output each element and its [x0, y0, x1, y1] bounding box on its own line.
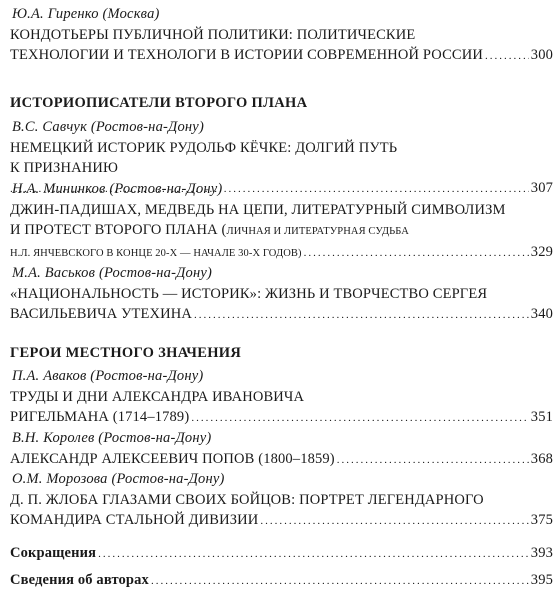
- entry-title: Сокращения: [10, 545, 97, 561]
- page-number: 340: [530, 306, 553, 322]
- entry-title: Сведения об авторах: [10, 572, 149, 588]
- entry-title: ТЕХНОЛОГИИ И ТЕХНОЛОГИ В ИСТОРИИ СОВРЕМЕННОЙ РОССИИ: [10, 47, 483, 63]
- page-number: 395: [530, 572, 553, 588]
- author-name: В.Н. Королев (Ростов-на-Дону): [12, 430, 212, 446]
- dot-leader: [337, 450, 529, 470]
- page-number: 300: [530, 47, 553, 63]
- toc-entry-morozova[interactable]: [10, 470, 553, 531]
- toc-entry-korolev[interactable]: [10, 429, 553, 470]
- entry-title-line: [10, 45, 553, 66]
- section-heading-local-heroes: ГЕРОИ МЕСТНОГО ЗНАЧЕНИЯ: [10, 345, 242, 361]
- author-name: В.С. Савчук (Ростов-на-Дону): [12, 119, 204, 135]
- author-name: П.А. Аваков (Ростов-на-Дону): [12, 368, 204, 384]
- dot-leader: [191, 408, 528, 428]
- author-name: О.М. Морозова (Ростов-на-Дону): [12, 471, 225, 487]
- entry-title-line: [10, 284, 553, 304]
- entry-title-line: [10, 490, 553, 510]
- entry-title: РИГЕЛЬМАНА (1714–1789): [10, 409, 190, 425]
- page-number: 329: [530, 244, 553, 260]
- entry-title-line: [10, 510, 553, 531]
- entry-title-part: И ПРОТЕСТ ВТОРОГО ПЛАНА (: [10, 222, 227, 238]
- dot-leader: [151, 571, 529, 591]
- dot-leader: [98, 544, 529, 564]
- entry-title: КОМАНДИРА СТАЛЬНОЙ ДИВИЗИИ: [10, 512, 259, 528]
- page-number: 393: [530, 545, 553, 561]
- section-heading-second-plan: ИСТОРИОПИСАТЕЛИ ВТОРОГО ПЛАНА: [10, 95, 308, 111]
- entry-title-line: [10, 407, 553, 428]
- entry-title: ТРУДЫ И ДНИ АЛЕКСАНДРА ИВАНОВИЧА: [10, 389, 305, 405]
- entry-title: «НАЦИОНАЛЬНОСТЬ — ИСТОРИК»: ЖИЗНЬ И ТВОРЧЕСТВО СЕРГЕЯ: [10, 286, 488, 302]
- toc-entry-mininkov[interactable]: [10, 180, 553, 264]
- entry-title: ДЖИН-ПАДИШАХ, МЕДВЕДЬ НА ЦЕПИ, ЛИТЕРАТУРНЫЙ СИМВОЛИЗМ: [10, 202, 506, 218]
- page-number: 307: [530, 180, 553, 196]
- entry-title: ВАСИЛЬЕВИЧА УТЕХИНА: [10, 306, 193, 322]
- page-number: 368: [530, 451, 553, 467]
- toc-entry-abbreviations[interactable]: [10, 543, 553, 564]
- entry-title: К ПРИЗНАНИЮ: [10, 160, 119, 176]
- toc-entry-vaskov[interactable]: [10, 264, 553, 325]
- author-name: Н.А. Мининков (Ростов-на-Дону): [12, 181, 223, 197]
- entry-title: Д. П. ЖЛОБА ГЛАЗАМИ СВОИХ БОЙЦОВ: ПОРТРЕТ ЛЕГЕНДАРНОГО: [10, 492, 484, 508]
- entry-title: АЛЕКСАНДР АЛЕКСЕЕВИЧ ПОПОВ (1800–1859): [10, 451, 335, 467]
- dot-leader: [260, 511, 528, 531]
- author-name: Ю.А. Гиренко (Москва): [12, 6, 160, 22]
- entry-title-line: [10, 570, 553, 591]
- page-number: 375: [530, 512, 553, 528]
- entry-title-line: [10, 25, 553, 45]
- entry-title-line: [10, 138, 553, 158]
- dot-leader: [304, 243, 529, 263]
- entry-title-line: [10, 220, 553, 242]
- entry-title-line: [10, 158, 553, 178]
- toc-entry-authors[interactable]: [10, 570, 553, 591]
- entry-title-line: [10, 449, 553, 470]
- toc-entry-girenko[interactable]: [10, 5, 553, 66]
- entry-title-line: [10, 543, 553, 564]
- entry-title-line: [10, 242, 553, 264]
- toc-entry-avakov[interactable]: [10, 367, 553, 428]
- entry-subtitle-part: ЛИЧНАЯ И ЛИТЕРАТУРНАЯ СУДЬБА: [226, 226, 409, 237]
- entry-title-line: [10, 200, 553, 220]
- page-number: 351: [530, 409, 553, 425]
- entry-title: НЕМЕЦКИЙ ИСТОРИК РУДОЛЬФ КЁЧКЕ: ДОЛГИЙ ПУТЬ: [10, 140, 398, 156]
- entry-title-line: [10, 304, 553, 325]
- dot-leader: [194, 305, 529, 325]
- dot-leader: [485, 46, 529, 66]
- entry-title-line: [10, 387, 553, 407]
- entry-subtitle: Н.Л. ЯНЧЕВСКОГО В КОНЦЕ 20-Х — НАЧАЛЕ 30-Х ГОДОВ): [10, 248, 302, 259]
- author-name: М.А. Васьков (Ростов-на-Дону): [12, 265, 213, 281]
- entry-title: КОНДОТЬЕРЫ ПУБЛИЧНОЙ ПОЛИТИКИ: ПОЛИТИЧЕСКИЕ: [10, 27, 416, 43]
- entry-title: [10, 220, 409, 242]
